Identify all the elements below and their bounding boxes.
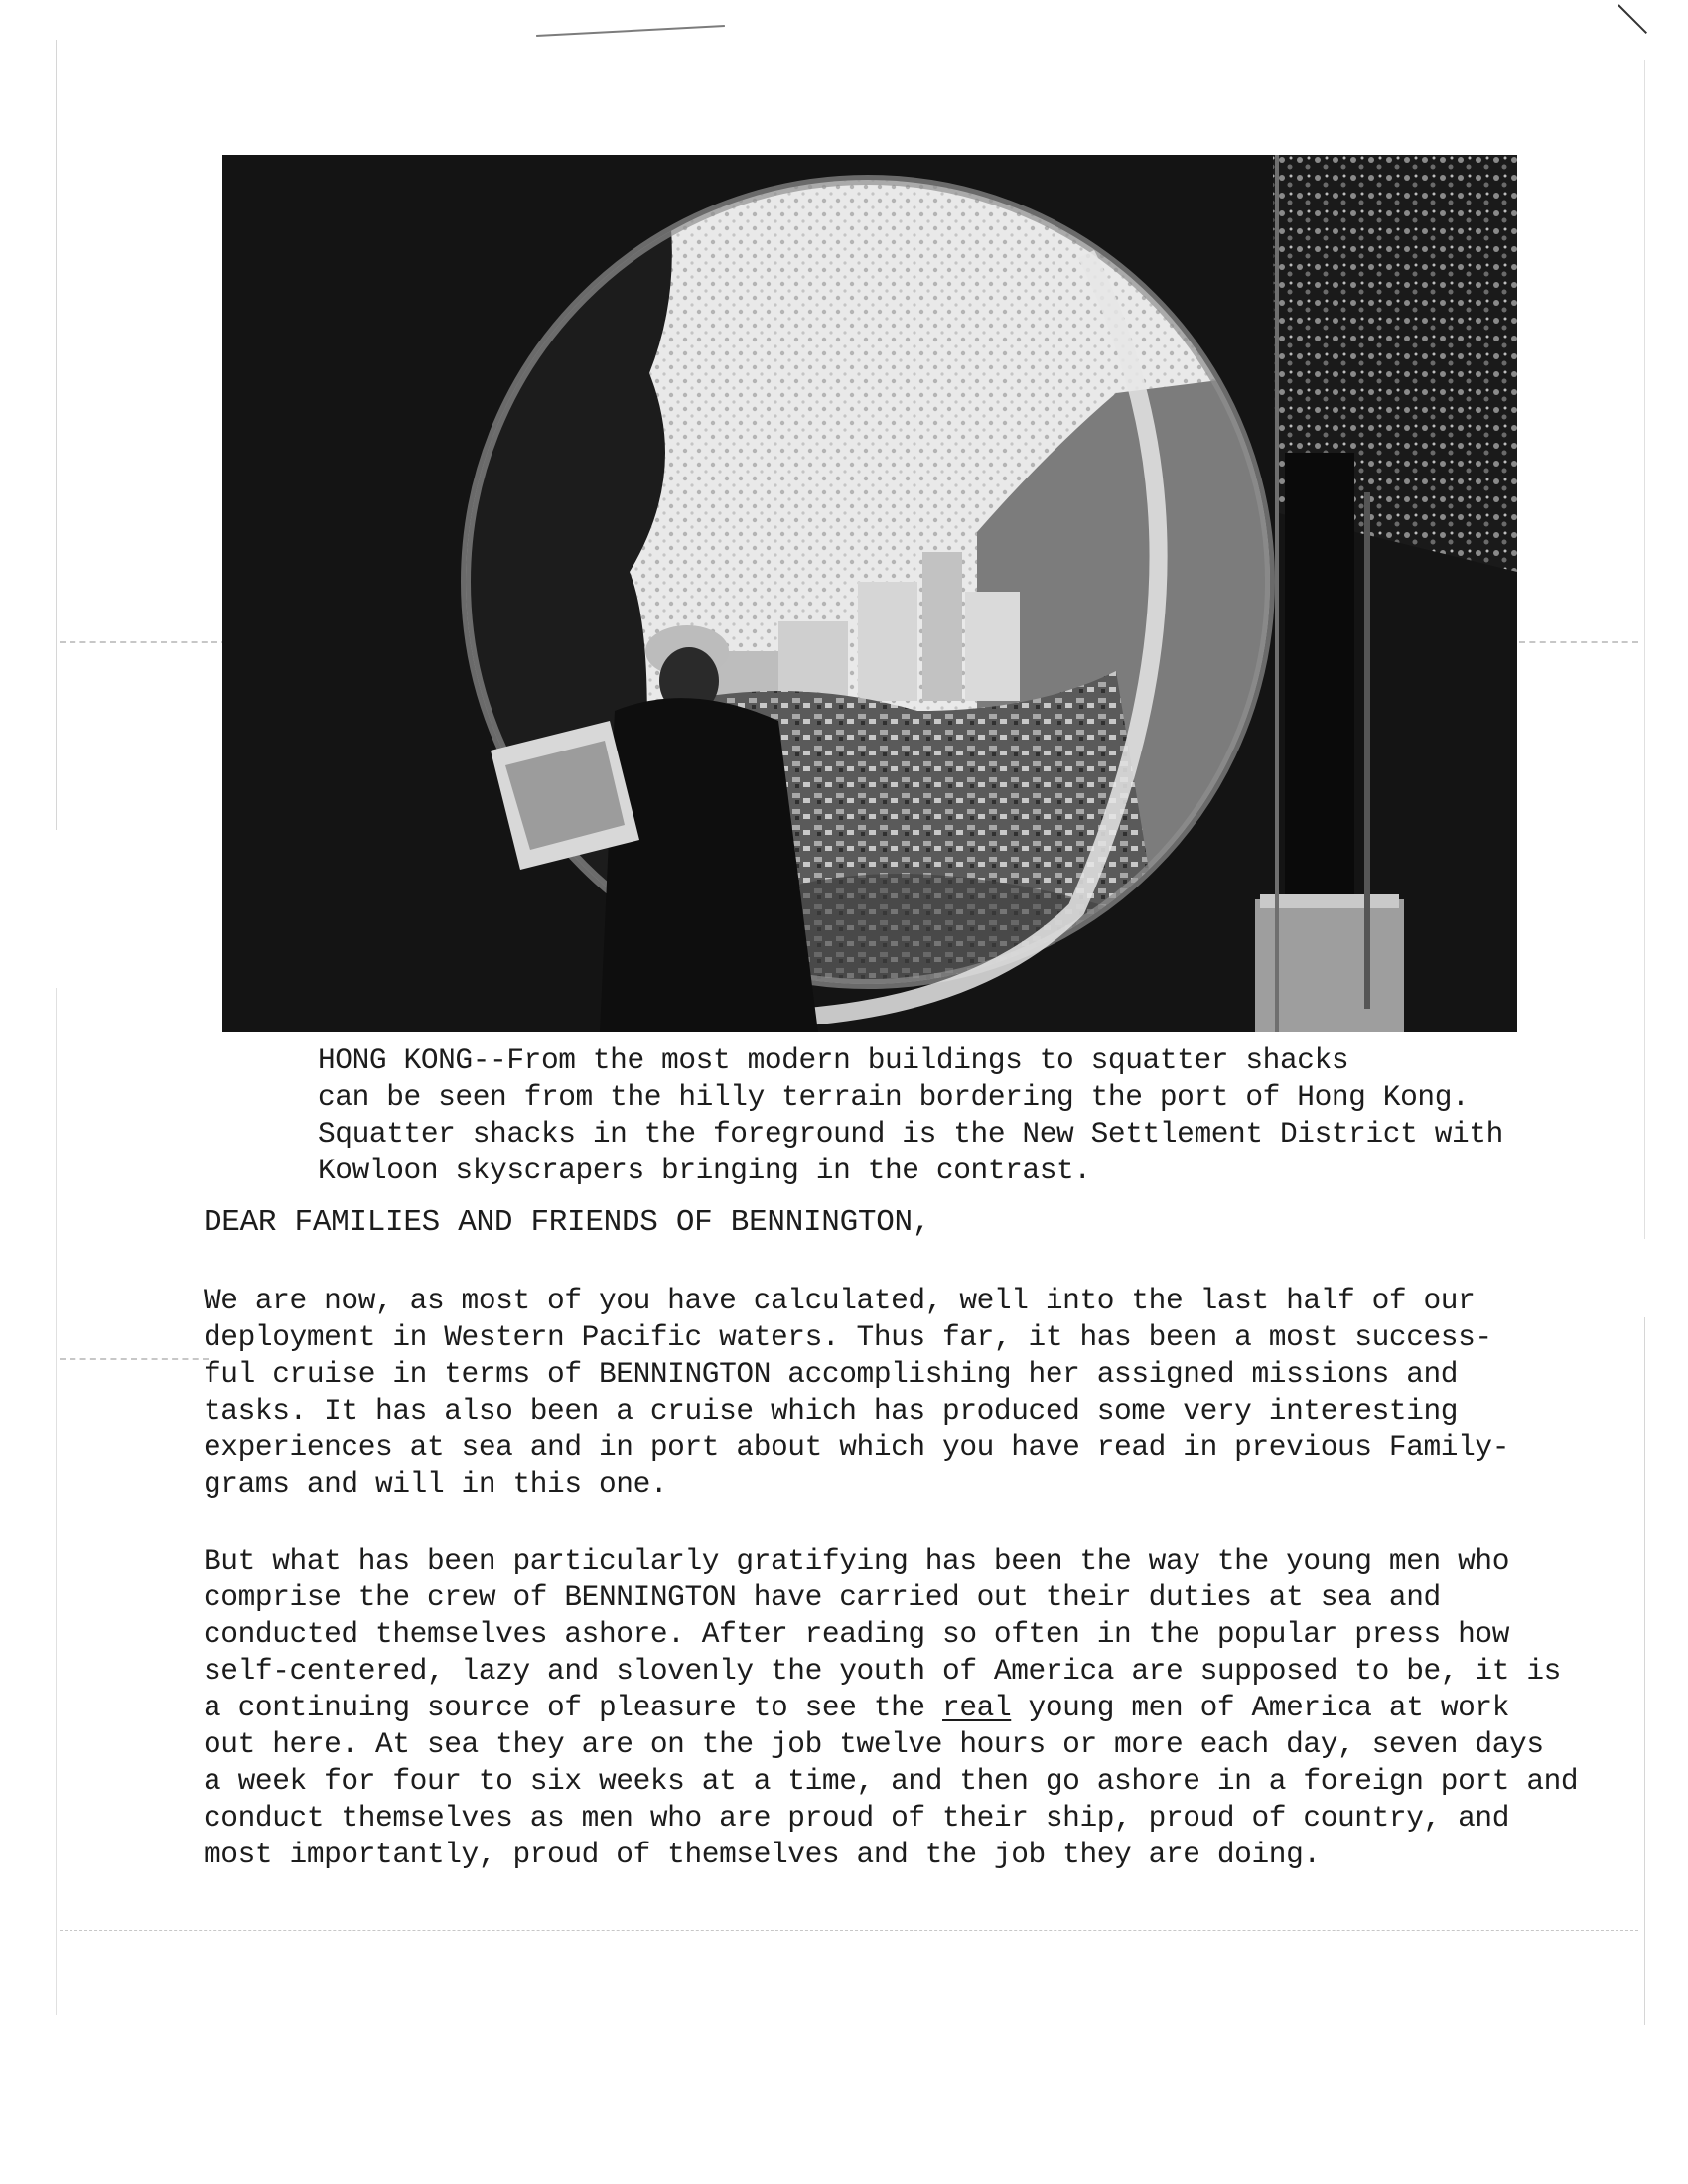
paragraph-line: tasks. It has also been a cruise which has produced some very interesting bbox=[204, 1394, 1459, 1428]
paragraph-line: experiences at sea and in port about which you have read in previous Family- bbox=[204, 1431, 1510, 1464]
paragraph-line bbox=[204, 1690, 1574, 1726]
paragraph-line: But what has been particularly gratifying has been the way the young men who bbox=[204, 1544, 1510, 1577]
underlined-word: real bbox=[942, 1691, 1012, 1724]
paragraph-line: conduct themselves as men who are proud of their ship, proud of country, and bbox=[204, 1801, 1510, 1835]
fold-line-bottom bbox=[60, 1930, 1638, 1931]
fold-line-right bbox=[1519, 641, 1638, 643]
caption-line: Kowloon skyscrapers bringing in the contrast. bbox=[318, 1154, 1091, 1187]
scan-mark-top bbox=[536, 25, 725, 37]
letter-salutation: DEAR FAMILIES AND FRIENDS OF BENNINGTON, bbox=[204, 1205, 931, 1240]
paragraph-line: out here. At sea they are on the job twelve hours or more each day, seven days bbox=[204, 1727, 1544, 1761]
scan-edge-right bbox=[1644, 60, 1645, 2025]
paragraph-line: ful cruise in terms of BENNINGTON accomplishing her assigned missions and bbox=[204, 1357, 1459, 1391]
paragraph-line: grams and will in this one. bbox=[204, 1467, 668, 1501]
photo-caption bbox=[318, 1042, 1503, 1189]
paragraph-text: a continuing source of pleasure to see the bbox=[204, 1691, 943, 1724]
fold-line-mid bbox=[60, 1358, 209, 1360]
hong-kong-photo bbox=[222, 155, 1517, 1032]
letter-paragraph-1 bbox=[204, 1283, 1574, 1503]
paragraph-line: We are now, as most of you have calculated, well into the last half of our bbox=[204, 1284, 1476, 1317]
paragraph-line: self-centered, lazy and slovenly the youth of America are supposed to be, it is bbox=[204, 1654, 1561, 1688]
caption-line: Squatter shacks in the foreground is the New Settlement District with bbox=[318, 1117, 1503, 1151]
caption-line: can be seen from the hilly terrain bordering the port of Hong Kong. bbox=[318, 1080, 1470, 1114]
paragraph-line: deployment in Western Pacific waters. Thus far, it has been a most success- bbox=[204, 1320, 1492, 1354]
moon-gate-photo-image bbox=[222, 155, 1517, 1032]
paragraph-line: most importantly, proud of themselves and the job they are doing. bbox=[204, 1838, 1321, 1871]
letter-paragraph-2 bbox=[204, 1543, 1579, 1873]
scan-mark-corner bbox=[1618, 4, 1647, 34]
paragraph-text: young men of America at work bbox=[1011, 1691, 1510, 1724]
paragraph-line: a week for four to six weeks at a time, and then go ashore in a foreign port and bbox=[204, 1764, 1579, 1798]
paragraph-line: comprise the crew of BENNINGTON have carried out their duties at sea and bbox=[204, 1580, 1441, 1614]
scan-edge-left bbox=[56, 40, 57, 2015]
paragraph-line: conducted themselves ashore. After reading so often in the popular press how bbox=[204, 1617, 1510, 1651]
caption-line: HONG KONG--From the most modern buildings to squatter shacks bbox=[318, 1043, 1349, 1077]
